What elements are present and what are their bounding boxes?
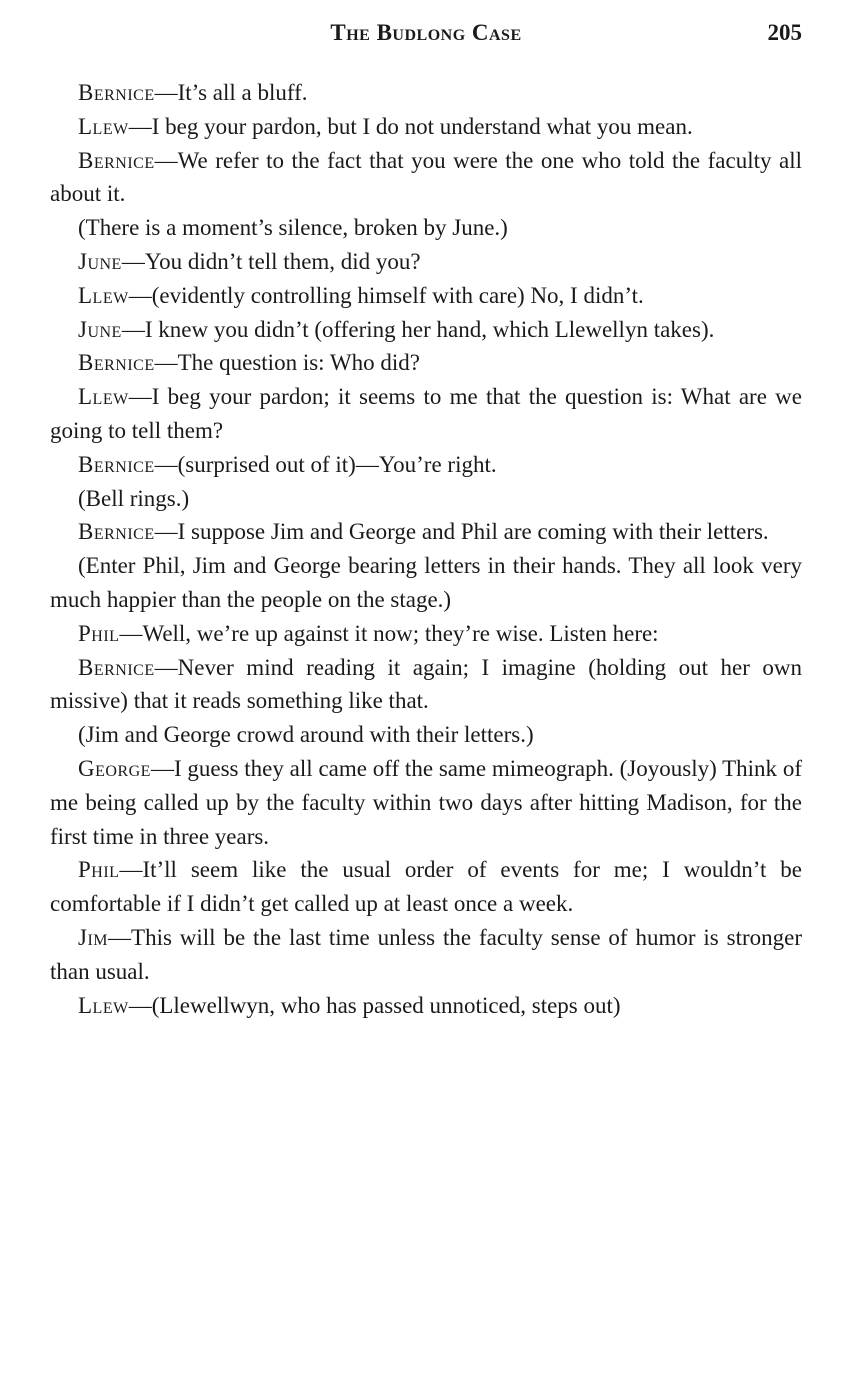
speaker-name: Llew (78, 282, 129, 308)
page-header (50, 20, 802, 54)
page-number: 205 (767, 20, 802, 45)
speaker-name: Bernice (78, 350, 155, 376)
speaker-name: Phil (78, 620, 120, 646)
dialogue-paragraph (50, 752, 802, 853)
dialogue-text: —The question is: Who did? (154, 350, 420, 376)
dialogue-paragraph (50, 651, 802, 719)
dialogue-text: —I beg your pardon, but I do not understand what you mean. (128, 113, 693, 139)
stage-direction (50, 482, 802, 516)
speaker-name: Bernice (78, 147, 155, 173)
dialogue-text: —This will be the last time unless the faculty sense of humor is stronger than usual. (50, 924, 802, 984)
running-title: The Budlong Case (330, 20, 522, 45)
dialogue-paragraph (50, 989, 802, 1023)
stage-direction (50, 549, 802, 617)
dialogue-paragraph (50, 448, 802, 482)
dialogue-paragraph (50, 853, 802, 921)
speaker-name: Bernice (78, 451, 155, 477)
dialogue-paragraph (50, 921, 802, 989)
dialogue-text: —(Llewellwyn, who has passed unnoticed, steps out) (128, 992, 621, 1018)
dialogue-text: —It’s all a bluff. (154, 80, 308, 105)
speaker-name: Llew (78, 113, 129, 139)
dialogue-text: —I beg your pardon; it seems to me that the question is: What are we going to tell them? (50, 384, 802, 443)
stage-direction-text: (Enter Phil, Jim and George bearing letters in their hands. They all look very much happier than the people on the stage.) (50, 553, 802, 612)
dialogue-text: —You didn’t tell them, did you? (121, 248, 421, 274)
dialogue-paragraph (50, 245, 802, 279)
dialogue-text: —We refer to the fact that you were the one who told the faculty all about it. (50, 147, 802, 207)
speaker-name: June (78, 316, 122, 342)
dialogue-text: —Well, we’re up against it now; they’re wise. Listen here: (119, 620, 659, 646)
stage-direction-text: (There is a moment’s silence, broken by June.) (78, 215, 508, 241)
stage-direction-text: (Bell rings.) (78, 485, 190, 511)
speaker-name: George (78, 755, 151, 781)
dialogue-text: —(evidently controlling himself with care) No, I didn’t. (128, 282, 644, 308)
dialogue-paragraph (50, 617, 802, 651)
dialogue-text: —I knew you didn’t (offering her hand, which Llewellyn takes). (121, 316, 715, 342)
speaker-name: Bernice (78, 654, 155, 680)
speaker-name: Jim (78, 924, 109, 950)
dialogue-text: —Never mind reading it again; I imagine (holding out her own missive) that it reads something like that. (50, 654, 802, 714)
dialogue-paragraph (50, 515, 802, 549)
dialogue-text: —I guess they all came off the same mimeograph. (Joyously) Think of me being called up by the faculty within two days after hitting Madison, for the first time in three years. (50, 755, 802, 849)
stage-direction-text: (Jim and George crowd around with their letters.) (78, 722, 534, 748)
stage-direction (50, 211, 802, 245)
dialogue-paragraph (50, 110, 802, 144)
speaker-name: Bernice (78, 519, 155, 545)
dialogue-paragraph (50, 346, 802, 380)
dialogue-text: —It’ll seem like the usual order of events for me; I wouldn’t be comfortable if I didn’t get called up at least once a week. (50, 857, 802, 917)
dialogue-paragraph (50, 279, 802, 313)
speaker-name: Llew (78, 992, 129, 1018)
stage-direction (50, 718, 802, 752)
dialogue-paragraph (50, 313, 802, 347)
dialogue-paragraph (50, 380, 802, 448)
speaker-name: Phil (78, 857, 120, 883)
dialogue-paragraph (50, 76, 802, 110)
speaker-name: Llew (78, 384, 129, 410)
dialogue-text: —(surprised out of it)—You’re right. (154, 451, 497, 477)
dialogue-text: —I suppose Jim and George and Phil are coming with their letters. (154, 519, 769, 545)
play-text (50, 76, 802, 1022)
speaker-name: Bernice (78, 80, 155, 105)
speaker-name: June (78, 248, 122, 274)
dialogue-paragraph (50, 144, 802, 212)
